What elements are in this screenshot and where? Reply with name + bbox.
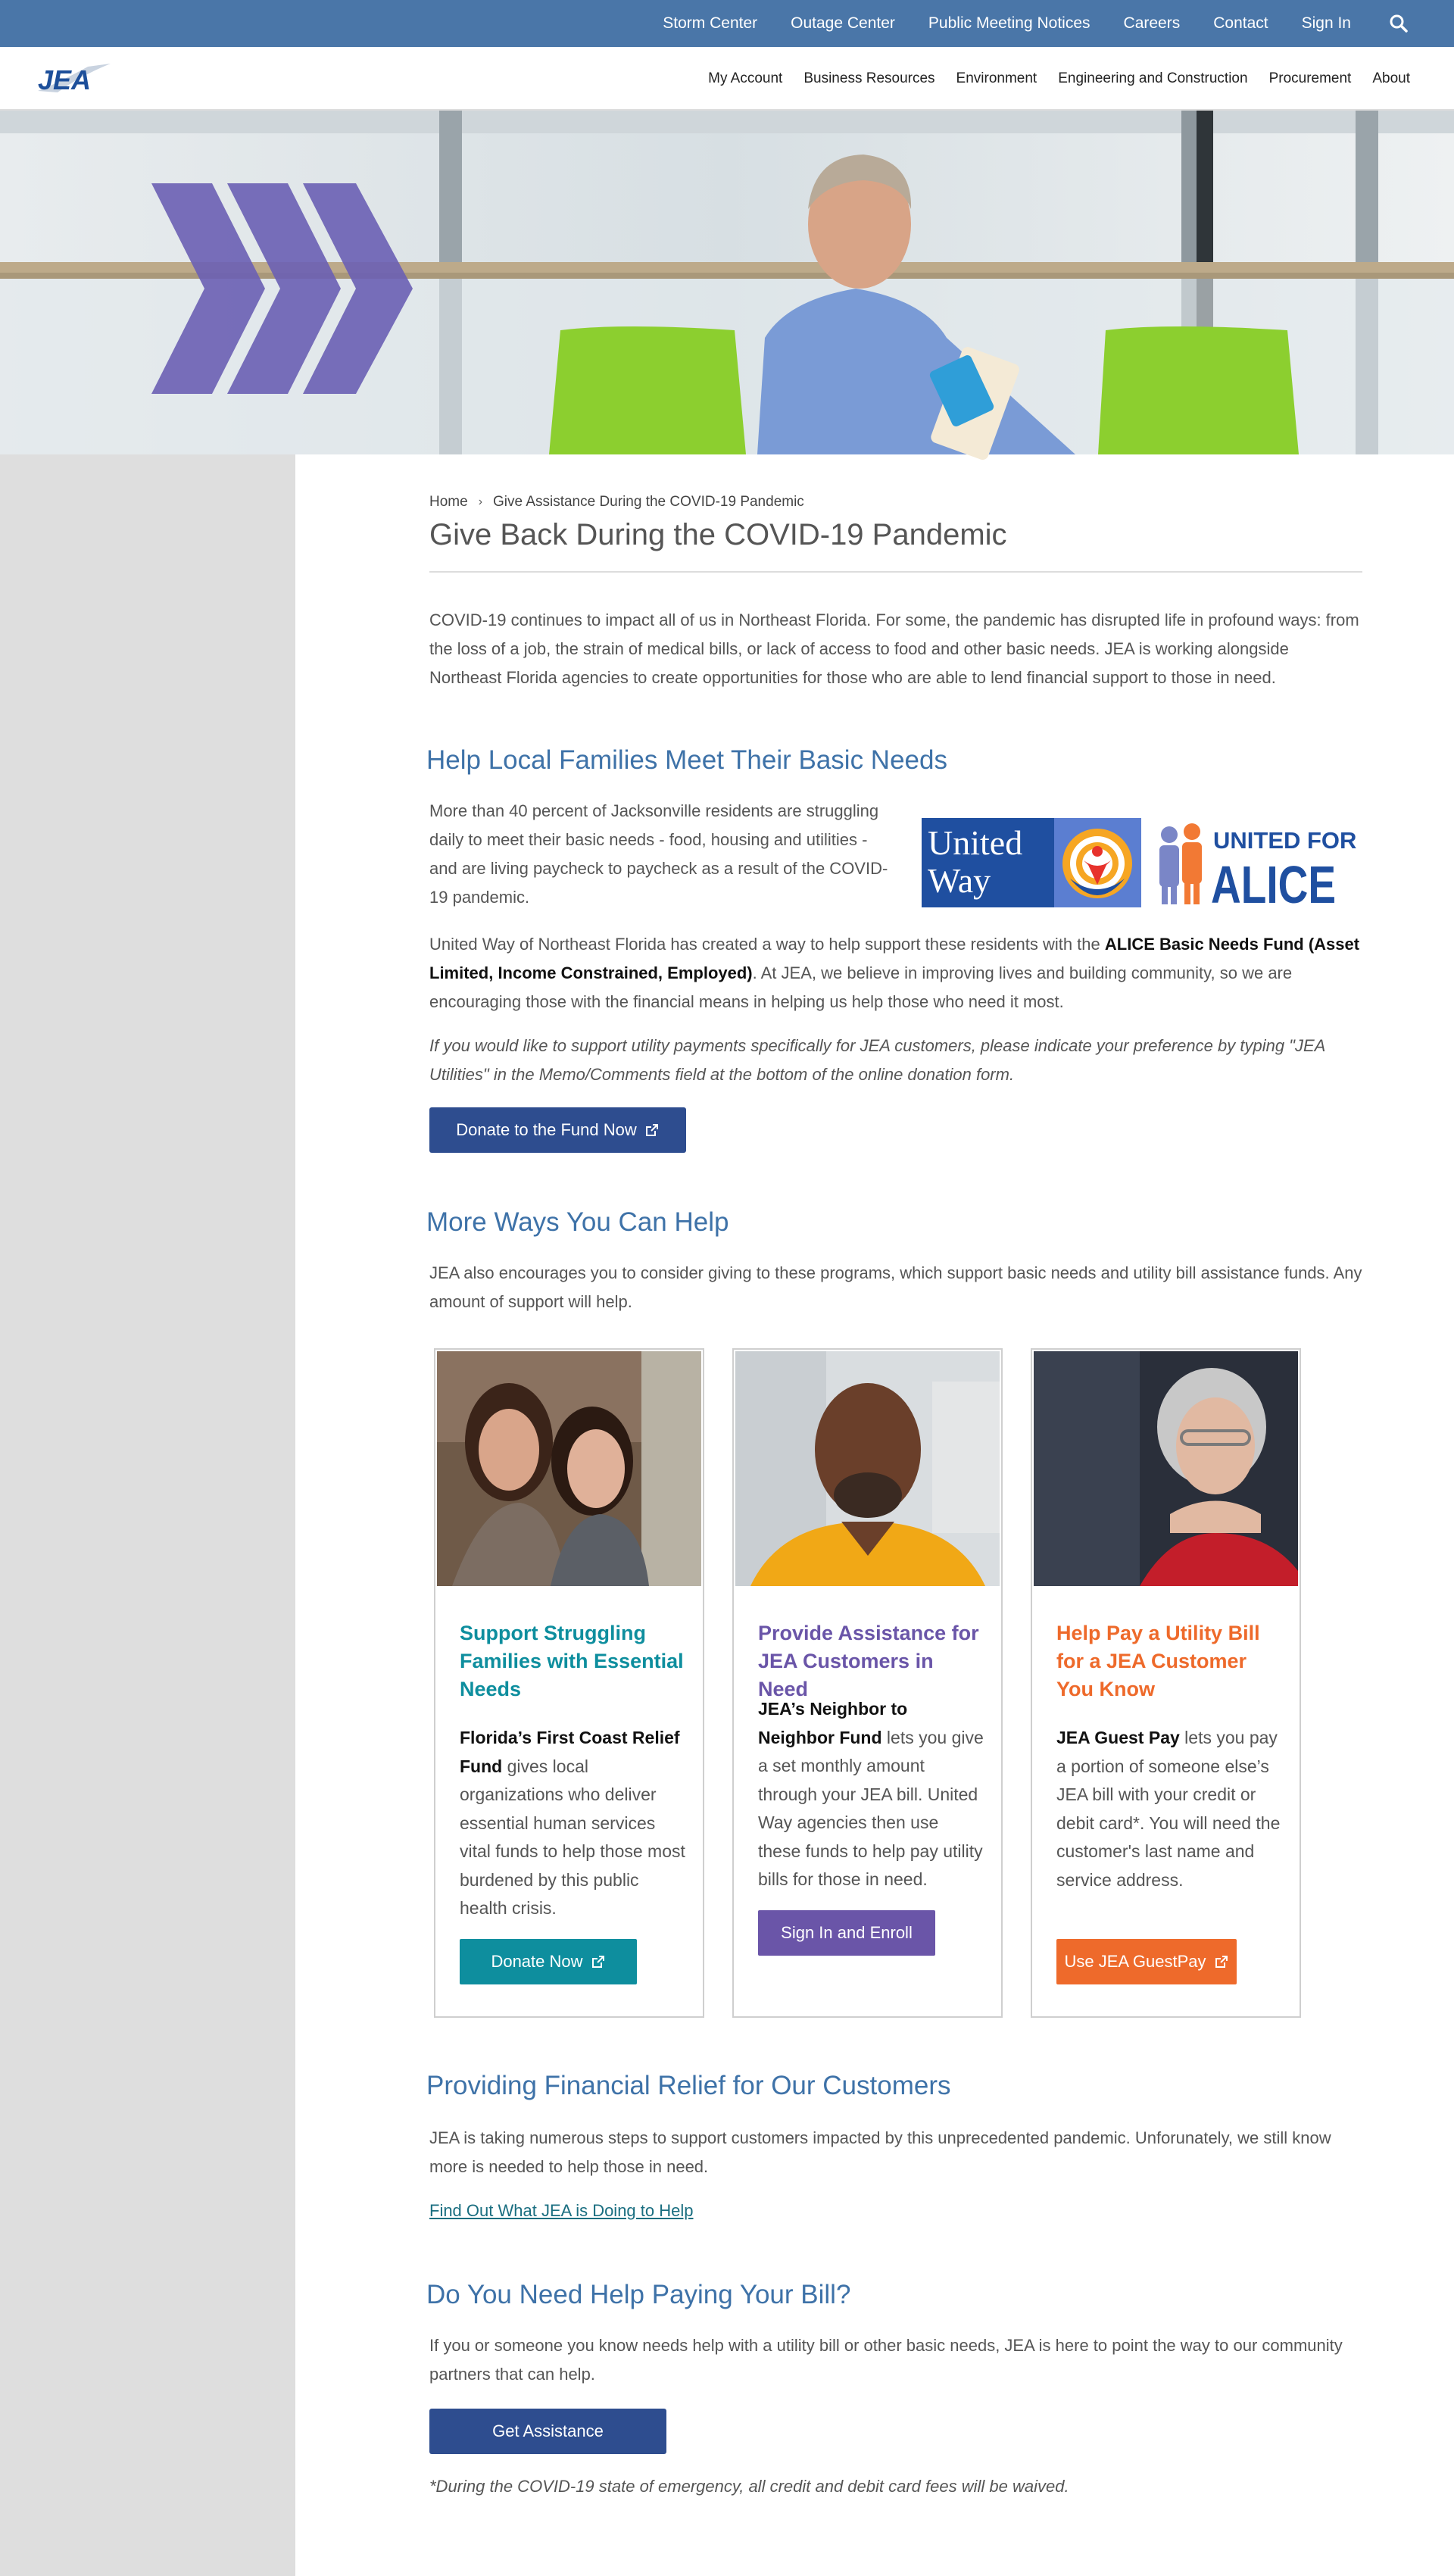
title-divider: [429, 571, 1362, 573]
utility-link-careers[interactable]: Careers: [1123, 14, 1181, 32]
search-icon[interactable]: [1389, 14, 1409, 33]
nav-procurement[interactable]: Procurement: [1268, 70, 1352, 86]
heading-financial-relief: Providing Financial Relief for Our Customers: [426, 2071, 951, 2100]
jea-logo[interactable]: [35, 61, 118, 98]
bill-help-paragraph: If you or someone you know needs help with a utility bill or other basic needs, JEA is here to point the way to our community partners that can help.: [429, 2336, 1343, 2384]
alice-fund-paragraph: United Way of Northeast Florida has created a way to help support these residents with the ALICE Basic Needs Fund (Asset Limited, Income Constrained, Employed). At JEA, we believe in improving lives and building community, so we are encouraging those with the financial means in helping us help those who need it most.: [429, 935, 1360, 1011]
card-neighbor-fund: [732, 1348, 1003, 2018]
breadcrumb: [429, 494, 804, 511]
card-body-relief-fund: Florida’s First Coast Relief Fund gives local organizations who deliver essential human services vital funds to help those most burdened by this public health crisis.: [460, 1728, 685, 1918]
utility-link-contact[interactable]: Contact: [1213, 14, 1268, 32]
donate-now-button[interactable]: Donate Now: [460, 1939, 637, 1984]
sign-in-enroll-button[interactable]: Sign In and Enroll: [758, 1910, 935, 1956]
utility-link-sign-in[interactable]: Sign In: [1301, 14, 1351, 32]
heading-basic-needs: Help Local Families Meet Their Basic Needs: [426, 745, 947, 775]
card-guest-pay: [1031, 1348, 1301, 2018]
hero-image: [0, 111, 1454, 454]
external-link-icon: [644, 1123, 660, 1138]
united-way-line1: United: [928, 823, 1023, 862]
page-title: Give Back During the COVID-19 Pandemic: [429, 518, 1007, 551]
left-sidebar: [0, 454, 295, 2576]
financial-relief-paragraph: JEA is taking numerous steps to support customers impacted by this unprecedented pandemic. Unforunately, we still know more is needed to help those in need.: [429, 2128, 1331, 2176]
card-title-provide-assistance: Provide Assistance for JEA Customers in Need: [758, 1622, 979, 1700]
utility-link-outage-center[interactable]: Outage Center: [791, 14, 895, 32]
chevron-right-icon: ›: [478, 495, 483, 508]
united-way-alice-logos: [922, 817, 1357, 914]
united-way-line2: Way: [928, 861, 991, 900]
use-jea-guestpay-button[interactable]: Use JEA GuestPay: [1056, 1939, 1237, 1984]
nav-environment[interactable]: Environment: [956, 70, 1037, 86]
breadcrumb-home[interactable]: Home: [429, 494, 468, 510]
heading-more-ways: More Ways You Can Help: [426, 1207, 729, 1237]
more-ways-paragraph: JEA also encourages you to consider giving to these programs, which support basic needs and utility bill assistance funds. Any amount of support will help.: [429, 1263, 1362, 1311]
utility-preference-note: If you would like to support utility payments specifically for JEA customers, please indicate your preference by typing "JEA Utilities" in the Memo/Comments field at the bottom of the online donation form.: [429, 1036, 1325, 1084]
card-body-guest-pay: JEA Guest Pay lets you pay a portion of someone else’s JEA bill with your credit or debit card*. You will need the customer's last name and service address.: [1056, 1728, 1281, 1890]
intro-paragraph: COVID-19 continues to impact all of us in Northeast Florida. For some, the pandemic has disrupted life in profound ways: from the loss of a job, the strain of medical bills, or lack of access to food and other basic needs. JEA is working alongside Northeast Florida agencies to create opportunities for those who are able to lend financial support to those in need.: [429, 610, 1359, 687]
card-photo-senior-woman: [1034, 1351, 1298, 1586]
card-title-support-families: Support Struggling Families with Essential Needs: [460, 1622, 684, 1700]
donate-to-fund-button[interactable]: Donate to the Fund Now: [429, 1107, 686, 1153]
nav-business-resources[interactable]: Business Resources: [803, 70, 935, 86]
find-out-link[interactable]: Find Out What JEA is Doing to Help: [429, 2201, 694, 2220]
alice-line1: UNITED FOR: [1213, 827, 1357, 854]
utility-nav: [629, 0, 1409, 47]
get-assistance-button[interactable]: Get Assistance: [429, 2409, 666, 2454]
card-relief-fund: [434, 1348, 704, 2018]
utility-bar: [0, 0, 1454, 47]
logo-text: JEA: [38, 64, 92, 95]
nav-engineering-construction[interactable]: Engineering and Construction: [1058, 70, 1248, 86]
card-title-help-pay: Help Pay a Utility Bill for a JEA Customer You Know: [1056, 1622, 1260, 1700]
nav-about[interactable]: About: [1372, 70, 1410, 86]
alice-fund-name: ALICE Basic Needs Fund (Asset Limited, Income Constrained, Employed): [429, 935, 1360, 982]
main-header: [0, 47, 1454, 111]
alice-line2: ALICE: [1211, 855, 1336, 914]
heading-bill-help: Do You Need Help Paying Your Bill?: [426, 2280, 851, 2309]
nav-my-account[interactable]: My Account: [708, 70, 783, 86]
card-fee-footnote: *During the COVID-19 state of emergency, all credit and debit card fees will be waived.: [429, 2477, 1069, 2496]
utility-link-public-meeting-notices[interactable]: Public Meeting Notices: [928, 14, 1090, 32]
external-link-icon: [591, 1954, 606, 1969]
card-photo-mother-daughter: [437, 1351, 701, 1586]
external-link-icon: [1214, 1954, 1229, 1969]
breadcrumb-current: Give Assistance During the COVID-19 Pandemic: [493, 494, 804, 510]
card-photo-man: [735, 1351, 1000, 1586]
main-nav: [687, 47, 1410, 111]
card-body-neighbor-fund: JEA’s Neighbor to Neighbor Fund lets you give a set monthly amount through your JEA bill. United Way agencies then use these funds to help pay utility bills for those in need.: [758, 1699, 984, 1889]
basic-needs-paragraph: More than 40 percent of Jacksonville residents are struggling daily to meet their basic needs - food, housing and utilities - and are living paycheck to paycheck as a result of the COVID-19 pandemic.: [429, 801, 888, 907]
utility-link-storm-center[interactable]: Storm Center: [663, 14, 758, 32]
